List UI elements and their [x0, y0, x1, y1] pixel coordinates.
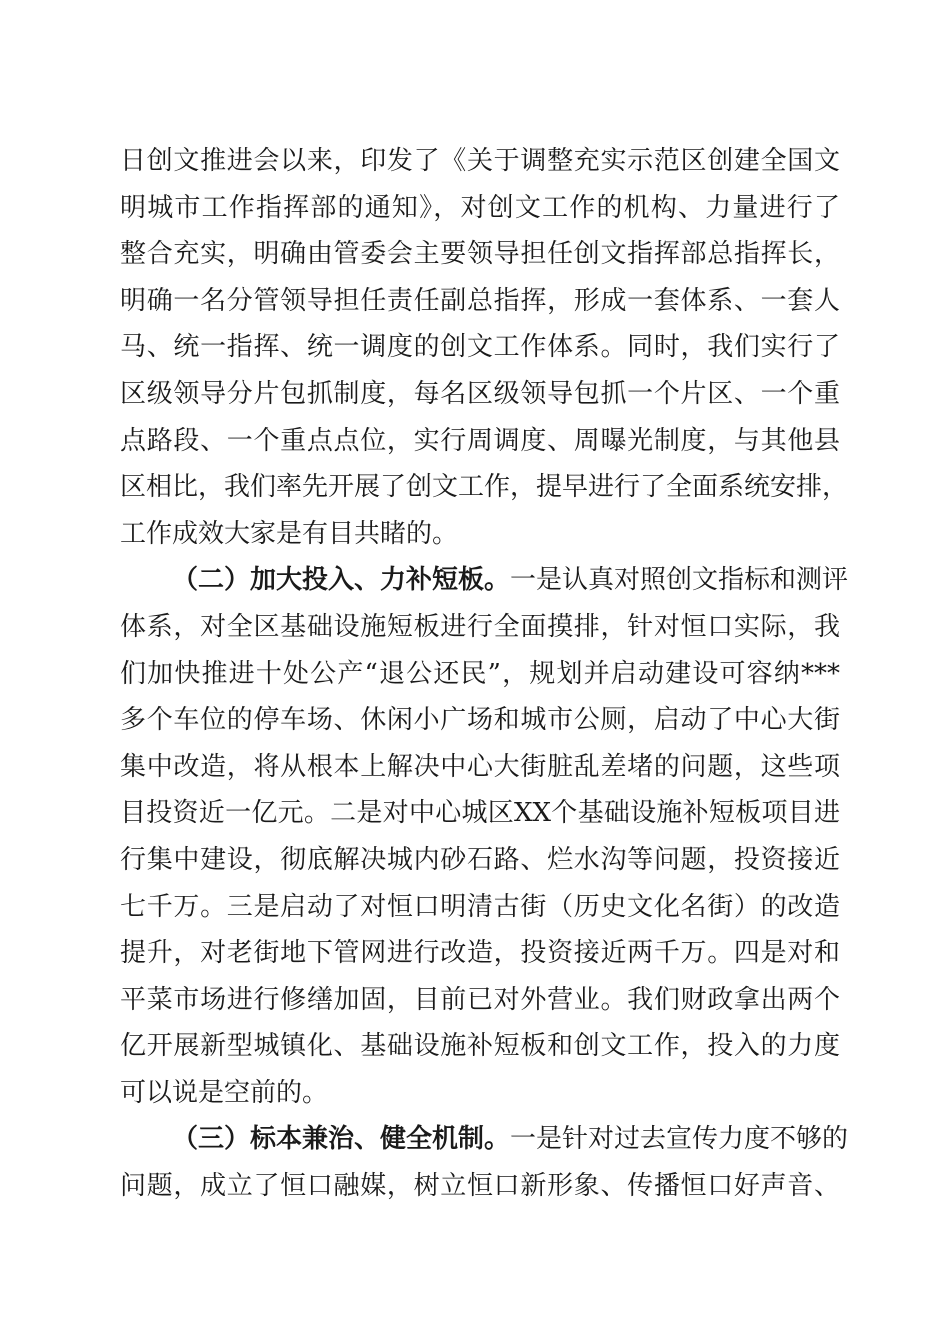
text-line: 体系，对全区基础设施短板进行全面摸排，针对恒口实际，我: [120, 611, 840, 642]
text-run: 一是针对过去宣传力度不够的: [510, 1124, 849, 1155]
text-run: 一是认真对照创文指标和测评: [510, 565, 849, 596]
text-line: 明城市工作指挥部的通知》，对创文工作的机构、力量进行了: [120, 192, 840, 223]
text-line: 平菜市场进行修缮加固，目前已对外营业。我们财政拿出两个: [120, 984, 840, 1015]
text-line: 集中改造，将从根本上解决中心大街脏乱差堵的问题，这些项: [120, 751, 840, 782]
paragraph-2: [120, 557, 849, 1116]
text-line: 多个车位的停车场、休闲小广场和城市公厕，启动了中心大街: [120, 705, 840, 736]
text-line: 工作成效大家是有目共睹的。: [120, 518, 459, 549]
text-line: 明确一名分管领导担任责任副总指挥，形成一套体系、一套人: [120, 285, 840, 316]
text-line: 亿开展新型城镇化、基础设施补短板和创文工作，投入的力度: [120, 1031, 840, 1062]
text-line: 目投资近一亿元。二是对中心城区XX个基础设施补短板项目进: [120, 798, 840, 829]
text-line: 行集中建设，彻底解决城内砂石路、烂水沟等问题，投资接近: [120, 844, 840, 875]
text-line: 点路段、一个重点点位，实行周调度、周曝光制度，与其他县: [120, 425, 840, 456]
section-heading: （二）加大投入、力补短板。: [172, 565, 511, 596]
text-line: 问题，成立了恒口融媒，树立恒口新形象、传播恒口好声音、: [120, 1171, 840, 1202]
section-heading: （三）标本兼治、健全机制。: [172, 1124, 511, 1155]
text-line: 马、统一指挥、统一调度的创文工作体系。同时，我们实行了: [120, 332, 840, 363]
text-line: 日创文推进会以来，印发了《关于调整充实示范区创建全国文: [120, 146, 840, 176]
text-line: 区相比，我们率先开展了创文工作，提早进行了全面系统安排，: [120, 472, 849, 503]
paragraph-first-line: [120, 557, 849, 604]
paragraph-1: [120, 138, 849, 557]
paragraph-first-line: [120, 1116, 849, 1163]
text-line: 们加快推进十处公产“退公还民”，规划并启动建设可容纳***: [120, 658, 840, 689]
text-line: 区级领导分片包抓制度，每名区级领导包抓一个片区、一个重: [120, 378, 840, 409]
text-line: 提升，对老街地下管网进行改造，投资接近两千万。四是对和: [120, 938, 840, 969]
text-line: 可以说是空前的。: [120, 1077, 329, 1108]
paragraph-3: [120, 1116, 849, 1209]
document-body: [120, 138, 849, 1210]
text-line: 七千万。三是启动了对恒口明清古街（历史文化名街）的改造: [120, 891, 840, 922]
text-line: 整合充实，明确由管委会主要领导担任创文指挥部总指挥长，: [120, 239, 840, 270]
